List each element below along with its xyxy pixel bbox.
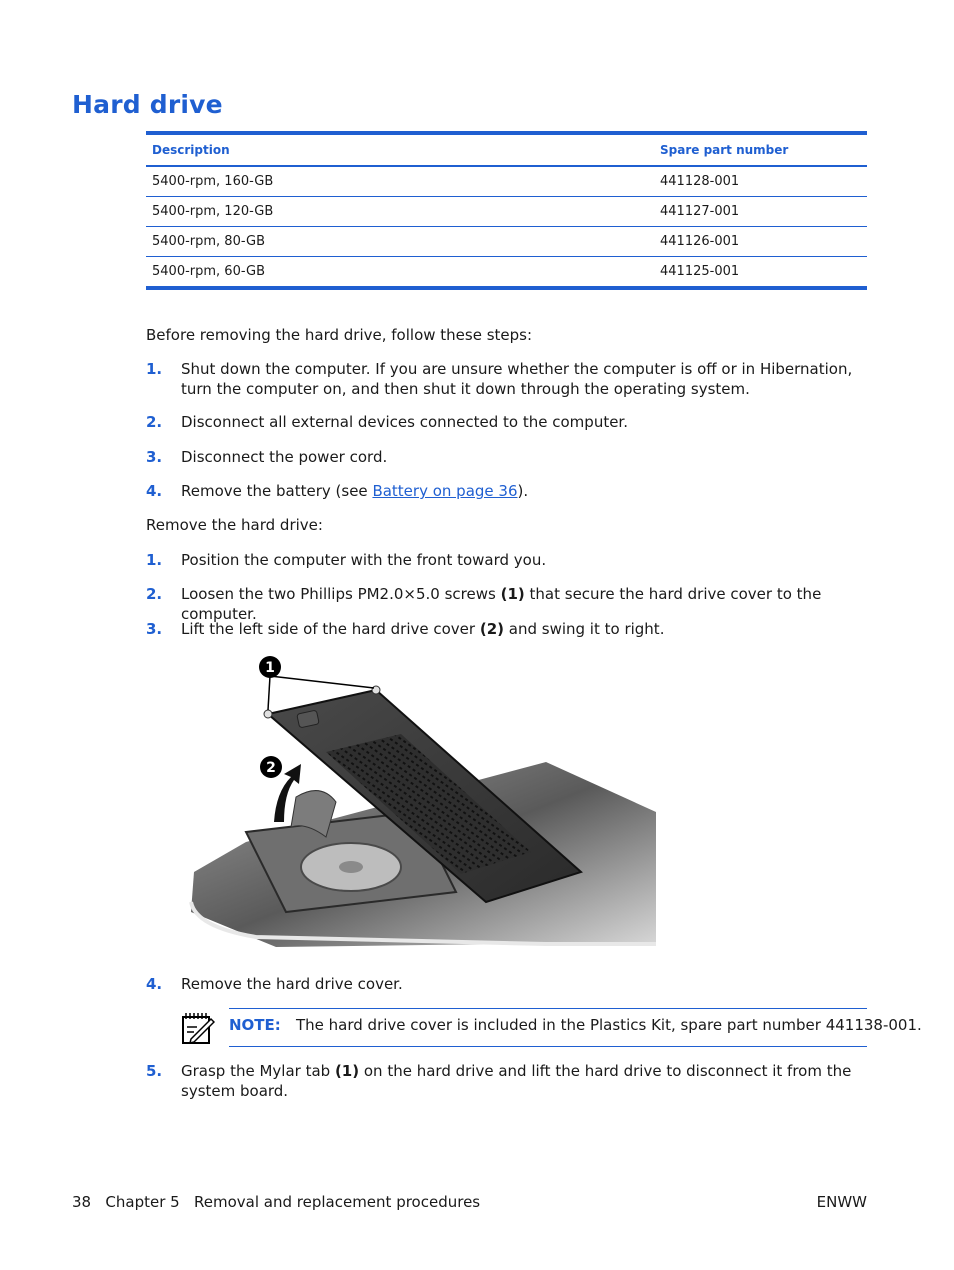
note-box [229, 1008, 922, 1047]
table-row [146, 257, 867, 289]
spare-parts-table [146, 131, 867, 290]
callout-1-label: 1 [265, 660, 275, 676]
page-number: 38 [72, 1193, 92, 1211]
step-number: 3. [146, 620, 163, 638]
step-text: Position the computer with the front toward you. [181, 551, 547, 569]
table-cell-part-number: 441128-001 [654, 166, 867, 197]
step-number: 5. [146, 1062, 163, 1080]
step-number: 2. [146, 585, 163, 603]
callout-1-leader [268, 676, 270, 710]
battery-page-link[interactable]: Battery on page 36 [372, 482, 518, 500]
prep-step-2 [146, 412, 867, 432]
page-title: Hard drive [72, 90, 223, 119]
step-text: Shut down the computer. If you are unsure whether the computer is off or in Hibernation, turn the computer on, and then shut it down through the operating system. [181, 360, 853, 398]
callout-ref: (1) [334, 1062, 360, 1080]
note-icon [181, 1011, 215, 1045]
step-number: 1. [146, 360, 163, 378]
hard-drive-cover-illustration [186, 652, 666, 954]
note-label: NOTE: [229, 1016, 281, 1034]
callout-1-leader [270, 676, 374, 688]
remove-step-4 [146, 974, 867, 994]
callout-ref: (1) [500, 585, 525, 603]
step-number: 4. [146, 482, 163, 500]
table-header-row [146, 133, 867, 166]
remove-step-1 [146, 550, 867, 570]
step-text: Remove the hard drive cover. [181, 975, 403, 993]
step-text-before: Remove the battery (see [181, 482, 373, 500]
step-number: 2. [146, 413, 163, 431]
footer-right: ENWW [816, 1193, 867, 1211]
table-cell-part-number: 441127-001 [654, 197, 867, 227]
step-text-after: and swing it to right. [504, 620, 665, 638]
step-text [181, 619, 867, 639]
screw-icon [264, 710, 272, 718]
table-row [146, 166, 867, 197]
footer-left [72, 1193, 480, 1211]
step-text-after: on the hard drive and lift the hard drive to disconnect it from the system board. [181, 1062, 852, 1100]
table-row [146, 197, 867, 227]
step-text [181, 1061, 867, 1101]
note-text: The hard drive cover is included in the Plastics Kit, spare part number 441138-001. [296, 1016, 922, 1034]
step-text-before: Loosen the two Phillips PM2.0×5.0 screws [181, 585, 501, 603]
column-header-description: Description [146, 133, 654, 166]
step-text: Disconnect all external devices connected to the computer. [181, 413, 628, 431]
table-row [146, 227, 867, 257]
table-cell-part-number: 441126-001 [654, 227, 867, 257]
intro-paragraph: Before removing the hard drive, follow these steps: [146, 326, 533, 344]
prep-step-3 [146, 447, 867, 467]
step-text-before: Grasp the Mylar tab [181, 1062, 335, 1080]
step-text-before: Lift the left side of the hard drive cover [181, 620, 480, 638]
step-text [181, 584, 867, 624]
callout-ref: (2) [479, 620, 504, 638]
remove-step-2 [146, 584, 867, 623]
step-number: 1. [146, 551, 163, 569]
step-text-after: that secure the hard drive cover to the computer. [181, 585, 822, 623]
remove-step-3 [146, 619, 867, 639]
column-header-spare-part-number: Spare part number [654, 133, 867, 166]
table-cell-description: 5400-rpm, 60-GB [152, 264, 266, 279]
remove-heading: Remove the hard drive: [146, 516, 323, 534]
step-text [181, 481, 867, 501]
step-number: 4. [146, 975, 163, 993]
table-cell-description: 5400-rpm, 160-GB [146, 166, 654, 197]
step-number: 3. [146, 448, 163, 466]
chapter-label: Chapter 5 [105, 1193, 180, 1211]
hard-drive-spindle [339, 861, 363, 873]
table-cell-part-number: 441125-001 [660, 264, 740, 279]
callout-2-label: 2 [266, 760, 276, 776]
table-cell-description: 5400-rpm, 80-GB [146, 227, 654, 257]
table-cell-description: 5400-rpm, 120-GB [146, 197, 654, 227]
step-text: Disconnect the power cord. [181, 448, 388, 466]
prep-step-4 [146, 481, 867, 501]
step-text-after: ). [517, 482, 529, 500]
prep-step-1 [146, 359, 867, 401]
remove-step-5 [146, 1061, 867, 1103]
section-title: Removal and replacement procedures [194, 1193, 481, 1211]
